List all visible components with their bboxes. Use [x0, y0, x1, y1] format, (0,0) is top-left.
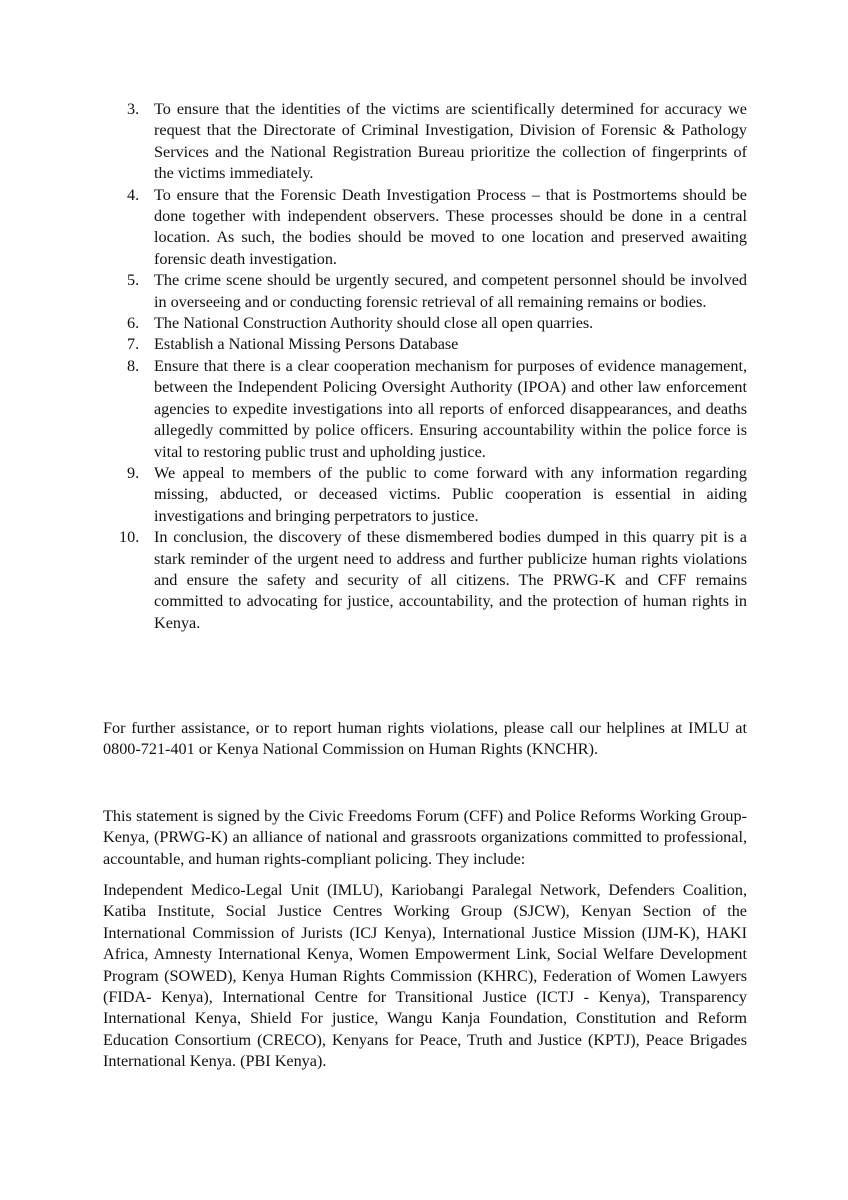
list-item-text: To ensure that the identities of the victims are scientifically determined for accuracy we request that the Directorate of Criminal Investigation, Division of Forensic & Pathology Services and the National Registration Bureau prioritize the collection of fingerprints of the victims immediately.	[154, 100, 747, 183]
list-item-number: 5.	[127, 271, 140, 290]
list-item-number: 9.	[127, 463, 140, 482]
list-item	[103, 313, 747, 334]
list-item	[103, 527, 747, 634]
list-item	[103, 463, 747, 527]
list-item-text: We appeal to members of the public to come forward with any information regarding missing, abducted, or deceased victims. Public cooperation is essential in aiding investigations and bringing perpetrators to justice.	[154, 463, 747, 525]
list-item-number: 4.	[127, 185, 140, 204]
list-item-number: 8.	[127, 356, 140, 375]
list-item-number: 3.	[127, 100, 140, 118]
list-item-text: In conclusion, the discovery of these dismembered bodies dumped in this quarry pit is a stark reminder of the urgent need to address and further publicize human rights violations and ensure the safety and security of all citizens. The PRWG-K and CFF remains committed to advocating for justice, accountability, and the protection of human rights in Kenya.	[154, 528, 747, 632]
list-item-number: 10.	[119, 528, 140, 547]
list-item-text: The National Construction Authority should close all open quarries.	[154, 314, 594, 333]
list-item	[103, 185, 747, 271]
recommendations-list	[103, 99, 747, 634]
organizations-paragraph: Independent Medico-Legal Unit (IMLU), Kariobangi Paralegal Network, Defenders Coalition, Katiba Institute, Social Justice Centres Working Group (SJCW), Kenyan Section of the International Commission of Jurists (ICJ Kenya), International Justice Mission (IJM-K), HAKI Africa, Amnesty International Kenya, Women Empowerment Link, Social Welfare Development Program (SOWED), Kenya Human Rights Commission (KHRC), Federation of Women Lawyers (FIDA- Kenya), International Centre for Transitional Justice (ICTJ - Kenya), Transparency International Kenya, Shield For justice, Wangu Kanja Foundation, Constitution and Reform Education Consortium (CRECO), Kenyans for Peace, Truth and Justice (KPTJ), Peace Brigades International Kenya. (PBI Kenya).	[103, 881, 747, 1071]
list-item-number: 6.	[127, 314, 140, 333]
list-item-number: 7.	[127, 335, 140, 354]
list-item-text: Ensure that there is a clear cooperation mechanism for purposes of evidence management, between the Independent Policing Oversight Authority (IPOA) and other law enforcement agencies to expedite investigations into all reports of enforced disappearances, and deaths allegedly committed by police officers. Ensuring accountability within the police force is vital to restoring public trust and upholding justice.	[154, 356, 747, 461]
list-item	[103, 334, 747, 355]
signatories-intro-paragraph: This statement is signed by the Civic Freedoms Forum (CFF) and Police Reforms Working Group-Kenya, (PRWG-K) an alliance of national and grassroots organizations committed to professional, accountable, and human rights-compliant policing. They include:	[103, 807, 747, 868]
assistance-paragraph: For further assistance, or to report human rights violations, please call our helplines at IMLU at 0800-721-401 or Kenya National Commission on Human Rights (KNCHR).	[103, 719, 747, 759]
list-item	[103, 356, 747, 463]
list-item-text: Establish a National Missing Persons Database	[154, 335, 459, 354]
list-item-text: To ensure that the Forensic Death Investigation Process – that is Postmortems should be done together with independent observers. These processes should be done in a central location. As such, the bodies should be moved to one location and preserved awaiting forensic death investigation.	[154, 185, 747, 268]
list-item	[103, 99, 747, 185]
list-item-text: The crime scene should be urgently secured, and competent personnel should be involved in overseeing and or conducting forensic retrieval of all remaining remains or bodies.	[154, 271, 747, 311]
list-item	[103, 270, 747, 313]
